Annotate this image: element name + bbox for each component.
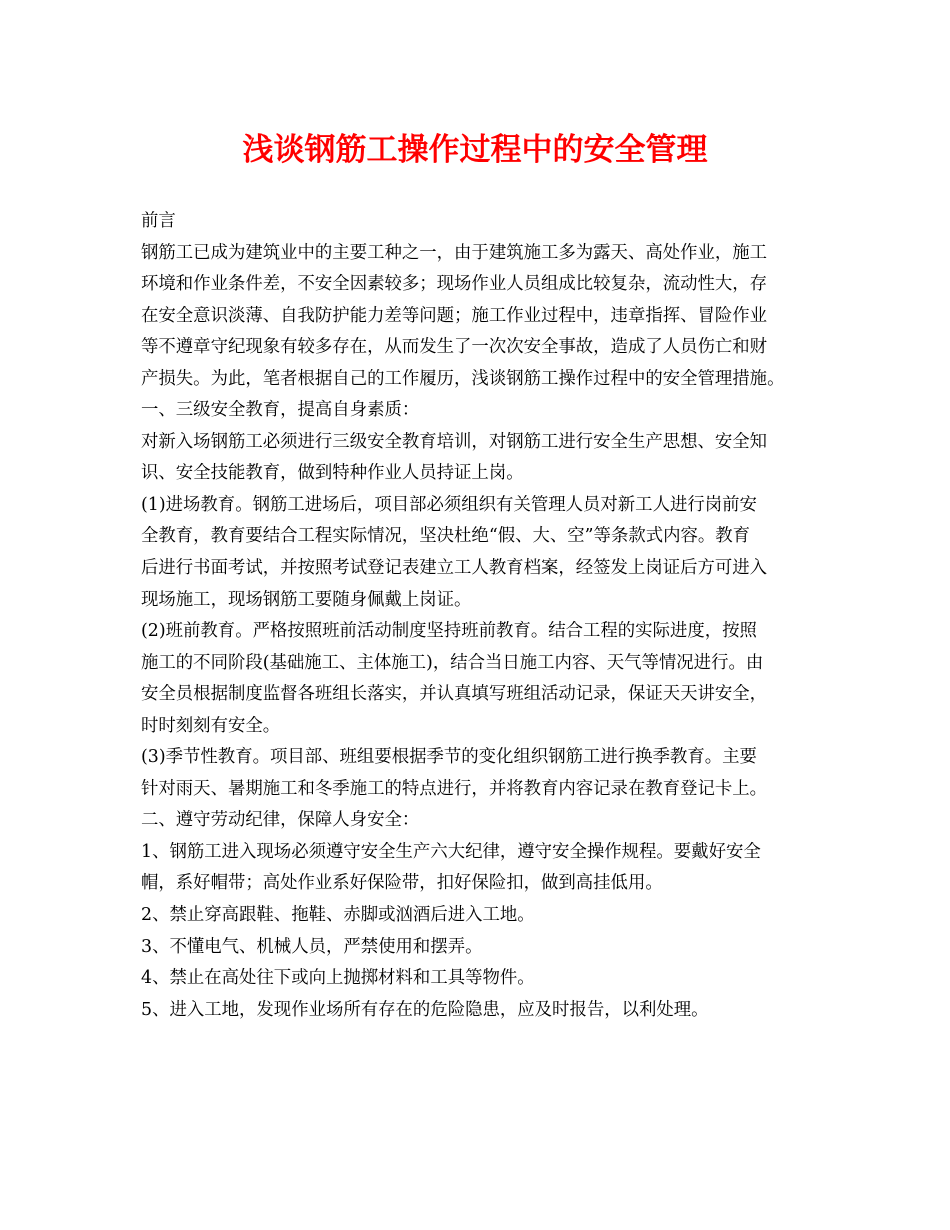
text-line: 针对雨天、暑期施工和冬季施工的特点进行，并将教育内容记录在教育登记卡上。 xyxy=(141,778,768,799)
text-line: 对新入场钢筋工必须进行三级安全教育培训，对钢筋工进行安全生产思想、安全知 xyxy=(141,431,768,452)
text-line: 产损失。为此，笔者根据自己的工作履历，浅谈钢筋工操作过程中的安全管理措施。 xyxy=(141,368,785,389)
text-line: 在安全意识淡薄、自我防护能力差等问题；施工作业过程中，违章指挥、冒险作业 xyxy=(141,305,768,326)
text-line: 全教育，教育要结合工程实际情况，坚决杜绝“假、大、空”等条款式内容。教育 xyxy=(141,526,751,547)
document-body xyxy=(141,206,831,1026)
text-line: (2)班前教育。严格按照班前活动制度坚持班前教育。结合工程的实际进度，按照 xyxy=(141,621,757,642)
text-line: 前言 xyxy=(141,211,176,231)
text-line: 等不遵章守纪现象有较多存在，从而发生了一次次安全事故，造成了人员伤亡和财 xyxy=(141,337,768,358)
section-heading: 一、三级安全教育，提高自身素质： xyxy=(141,400,420,421)
text-line: 现场施工，现场钢筋工要随身佩戴上岗证。 xyxy=(141,589,472,610)
document-title: 浅谈钢筋工操作过程中的安全管理 xyxy=(242,132,708,168)
text-line: (3)季节性教育。项目部、班组要根据季节的变化组织钢筋工进行换季教育。主要 xyxy=(141,747,757,768)
list-item: 4、禁止在高处往下或向上抛掷材料和工具等物件。 xyxy=(141,968,535,989)
text-line: 安全员根据制度监督各班组长落实，并认真填写班组活动记录，保证天天讲安全， xyxy=(141,684,768,705)
list-item: 5、进入工地，发现作业场所有存在的危险隐患，应及时报告，以利处理。 xyxy=(141,999,709,1020)
text-line: 后进行书面考试，并按照考试登记表建立工人教育档案，经签发上岗证后方可进入 xyxy=(141,558,768,579)
list-item: 1、钢筋工进入现场必须遵守安全生产六大纪律，遵守安全操作规程。要戴好安全 xyxy=(141,841,761,862)
text-line: 施工的不同阶段(基础施工、主体施工)，结合当日施工内容、天气等情况进行。由 xyxy=(141,652,764,673)
text-line: 时时刻刻有安全。 xyxy=(141,715,281,736)
text-line: 识、安全技能教育，做到特种作业人员持证上岗。 xyxy=(141,463,524,484)
text-line: (1)进场教育。钢筋工进场后，项目部必须组织有关管理人员对新工人进行岗前安 xyxy=(141,494,757,515)
list-item: 3、不懂电气、机械人员，严禁使用和摆弄。 xyxy=(141,936,483,957)
list-item: 帽，系好帽带；高处作业系好保险带，扣好保险扣，做到高挂低用。 xyxy=(141,873,663,894)
text-line: 环境和作业条件差，不安全因素较多；现场作业人员组成比较复杂，流动性大，存 xyxy=(141,274,768,295)
list-item: 2、禁止穿高跟鞋、拖鞋、赤脚或汹酒后进入工地。 xyxy=(141,905,535,926)
text-line: 钢筋工已成为建筑业中的主要工种之一，由于建筑施工多为露天、高处作业，施工 xyxy=(141,242,768,263)
section-heading: 二、遵守劳动纪律，保障人身安全： xyxy=(141,810,420,831)
